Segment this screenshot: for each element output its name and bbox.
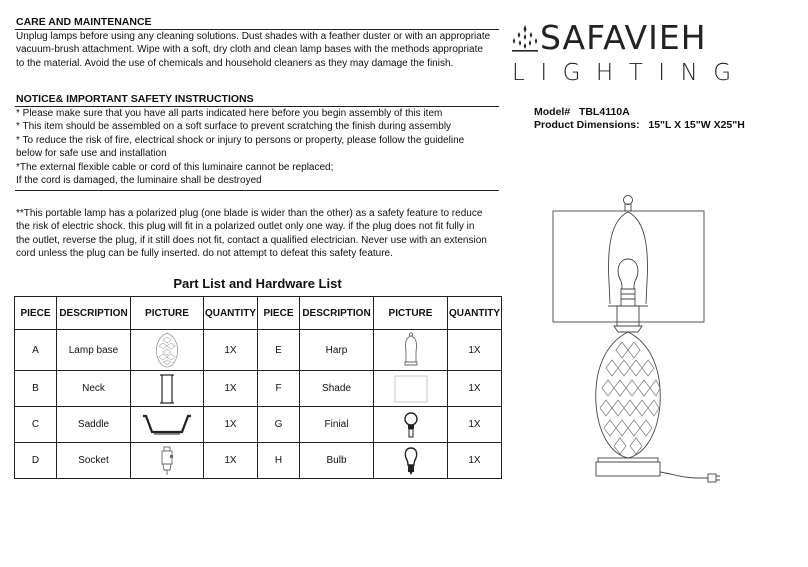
column-header: DESCRIPTION: [57, 297, 131, 330]
finial-base: [625, 204, 631, 211]
notice-bottom-rule: [15, 190, 499, 191]
neck-collar: [614, 326, 642, 332]
description-cell: Lamp base: [57, 330, 131, 371]
dimensions-label: Product Dimensions:: [534, 119, 640, 131]
picture-cell: [131, 330, 204, 371]
column-header: PICTURE: [131, 297, 204, 330]
description-cell: Shade: [300, 371, 374, 407]
quantity-cell: 1X: [448, 330, 502, 371]
table-row: [15, 371, 502, 407]
finial-icon: [624, 196, 633, 205]
socket-icon: [159, 446, 175, 476]
column-header: PIECE: [258, 297, 300, 330]
plug-note-line: cord unless the plug can be fully inserted. do not attempt to defeat this safety feature.: [16, 248, 393, 260]
picture-cell: [374, 330, 448, 371]
harp-icon: [401, 332, 421, 368]
base-plate-top: [598, 458, 658, 462]
product-dimensions: [534, 119, 745, 131]
notice-line: * This item should be assembled on a soft surface to prevent scratching the finish during assembly: [16, 121, 452, 133]
piece-cell: B: [15, 371, 57, 407]
picture-cell: [131, 443, 204, 479]
column-header: DESCRIPTION: [300, 297, 374, 330]
notice-line: below for safe use and installation: [16, 148, 167, 160]
column-header: QUANTITY: [204, 297, 258, 330]
description-cell: Neck: [57, 371, 131, 407]
plug-prongs: [716, 476, 720, 480]
notice-line: *The external flexible cable or cord of this luminaire cannot be replaced;: [16, 161, 334, 173]
safavieh-logo: [510, 14, 800, 94]
column-header: PIECE: [15, 297, 57, 330]
chandelier-icon: [510, 24, 540, 54]
quantity-cell: 1X: [448, 371, 502, 407]
brand-sub: LIGHTING: [512, 60, 747, 86]
table-header-row: [15, 297, 502, 330]
table-row: [15, 443, 502, 479]
finial-icon: [402, 410, 420, 440]
bulb-shape: [618, 259, 638, 289]
socket-shape: [621, 289, 635, 306]
care-title: CARE AND MAINTENANCE: [16, 16, 152, 28]
lamp-base-icon: [154, 332, 180, 368]
parts-title: Part List and Hardware List: [173, 276, 342, 291]
socket-lines: [621, 294, 635, 299]
picture-cell: [131, 371, 204, 407]
base-plate: [596, 462, 660, 476]
notice-line: * To reduce the risk of fire, electrical shock or injury to persons or property, please follow the guideline: [16, 134, 465, 146]
description-cell: Finial: [300, 407, 374, 443]
neck-shape: [617, 306, 639, 326]
lamp-base-body: [596, 332, 660, 458]
piece-cell: F: [258, 371, 300, 407]
harp-left: [609, 212, 628, 304]
model-label: Model#: [534, 106, 571, 118]
piece-cell: A: [15, 330, 57, 371]
base-pattern: [600, 342, 660, 454]
saddle-icon: [140, 412, 194, 438]
column-header: PICTURE: [374, 297, 448, 330]
plug-note-line: the risk of electric shock. this plug will fit in a polarized outlet only one way. if the plug does not fit fully in: [16, 221, 475, 233]
piece-cell: E: [258, 330, 300, 371]
quantity-cell: 1X: [204, 443, 258, 479]
quantity-cell: 1X: [448, 407, 502, 443]
notice-text: [16, 107, 500, 187]
column-header: QUANTITY: [448, 297, 502, 330]
model-number: [534, 106, 630, 118]
piece-cell: C: [15, 407, 57, 443]
dimensions-value: 15"L X 15"W X25"H: [648, 119, 745, 131]
brand-name: SAFAVIEH: [540, 18, 707, 57]
plug-note-line: **This portable lamp has a polarized plug (one blade is wider than the other) as a safety feature to reduce: [16, 208, 483, 219]
table-row: [15, 330, 502, 371]
description-cell: Bulb: [300, 443, 374, 479]
quantity-cell: 1X: [204, 371, 258, 407]
notice-line: If the cord is damaged, the luminaire shall be destroyed: [16, 175, 262, 187]
notice-title: NOTICE& IMPORTANT SAFETY INSTRUCTIONS: [16, 93, 254, 105]
plug-note-line: the outlet, reverse the plug, if it still does not fit, contact a qualified electrician. Never use with an extension: [16, 234, 487, 246]
picture-cell: [374, 371, 448, 407]
quantity-cell: 1X: [204, 407, 258, 443]
care-line: to the material. Avoid the use of chemicals and household cleaners as they may damage the finish.: [16, 57, 454, 69]
table-row: [15, 407, 502, 443]
neck-icon: [157, 373, 177, 405]
bulb-icon: [402, 446, 420, 476]
model-value: TBL4110A: [578, 106, 630, 118]
piece-cell: D: [15, 443, 57, 479]
care-text: [16, 30, 500, 70]
lamp-shade: [553, 211, 704, 322]
description-cell: Socket: [57, 443, 131, 479]
piece-cell: G: [258, 407, 300, 443]
care-line: vacuum-brush attachment. Wipe with a soft, dry cloth and clean lamp bases with the methods appropriate: [16, 44, 483, 56]
picture-cell: [131, 407, 204, 443]
plug-body: [708, 474, 716, 482]
harp-right: [628, 212, 647, 304]
table-lamp-illustration: [548, 192, 728, 492]
quantity-cell: 1X: [448, 443, 502, 479]
lamp-cord: [660, 472, 708, 478]
picture-cell: [374, 407, 448, 443]
description-cell: Saddle: [57, 407, 131, 443]
care-line: Unplug lamps before using any cleaning solutions. Dust shades with a feather duster or with an appropriate: [16, 31, 491, 42]
quantity-cell: 1X: [204, 330, 258, 371]
picture-cell: [374, 443, 448, 479]
parts-table: [14, 296, 502, 479]
description-cell: Harp: [300, 330, 374, 371]
plug-note: [16, 207, 500, 261]
notice-line: * Please make sure that you have all parts indicated here before you begin assembly of this item: [16, 108, 443, 119]
shade-icon: [393, 374, 429, 404]
piece-cell: H: [258, 443, 300, 479]
